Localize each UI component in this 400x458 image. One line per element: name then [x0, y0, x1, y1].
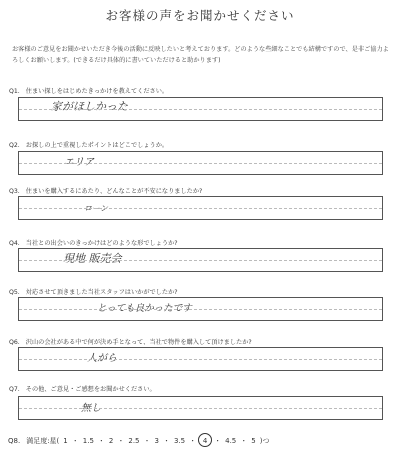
rating-row	[8, 433, 393, 447]
page-title: お客様の声をお聞かせください	[105, 8, 295, 23]
question-number: Q3.	[9, 188, 20, 195]
question-3	[9, 186, 384, 195]
question-text: 対応させて頂きました当社スタッフはいかがでしたか?	[25, 289, 178, 296]
question-1	[9, 86, 384, 95]
rating-suffix: )つ	[259, 437, 270, 445]
answer-box-7[interactable]	[18, 396, 383, 420]
rating-option[interactable]: 2.5	[128, 437, 140, 445]
question-6	[9, 337, 384, 346]
question-7	[9, 384, 384, 393]
answer-box-5[interactable]	[18, 297, 383, 321]
answer-text: 現地 販売会	[63, 252, 122, 265]
question-text: 沢山の会社がある中で何が決め手となって、当社で物件を購入して頂けましたか?	[25, 339, 252, 346]
answer-box-1[interactable]	[18, 97, 383, 121]
answer-text: 無し	[81, 403, 101, 414]
answer-text: エリア	[64, 157, 94, 168]
rating-option[interactable]: 1	[63, 437, 68, 445]
question-text: 当社との出会いのきっかけはどのような形でしょうか?	[25, 240, 178, 247]
rating-option[interactable]: 3.5	[173, 437, 186, 445]
rating-label: 満足度:星(	[26, 437, 60, 445]
question-number: Q2.	[9, 142, 20, 149]
rating-option[interactable]: 5	[251, 437, 256, 445]
question-number: Q5.	[9, 289, 20, 296]
rating-separator: ・	[117, 437, 125, 445]
rating-separator: ・	[143, 437, 151, 445]
rating-option[interactable]: 4.5	[225, 437, 237, 445]
rating-separator: ・	[240, 437, 248, 445]
question-number: Q1.	[9, 88, 20, 95]
answer-box-2[interactable]	[18, 151, 383, 175]
question-5	[9, 287, 384, 296]
rating-separator: ・	[214, 437, 222, 445]
rating-separator: ・	[162, 437, 170, 445]
question-4	[9, 238, 384, 247]
answer-box-4[interactable]	[18, 248, 383, 272]
rating-option[interactable]: 4	[198, 433, 212, 447]
question-number: Q7.	[9, 386, 20, 393]
answer-text: 家がほしかった	[51, 100, 128, 113]
question-number: Q6.	[9, 339, 20, 346]
rating-separator: ・	[97, 437, 105, 445]
question-number: Q4.	[9, 240, 20, 247]
question-text: お探しの上で重視したポイントはどこでしょうか。	[25, 142, 169, 149]
answer-box-3[interactable]	[18, 196, 383, 220]
rating-option[interactable]: 3	[154, 437, 159, 445]
rating-option[interactable]: 2	[108, 437, 114, 445]
question-text: 住まいを購入するにあたり、どんなことが不安になりましたか?	[25, 188, 203, 195]
answer-text: 人がら	[87, 353, 117, 364]
rating-option[interactable]: 1.5	[82, 437, 94, 445]
rating-separator: ・	[189, 437, 197, 445]
question-number: Q8.	[8, 437, 21, 445]
question-text: その他、ご意見・ご感想をお聞かせください。	[25, 386, 156, 393]
answer-box-6[interactable]	[18, 347, 383, 371]
rating-separator: ・	[71, 437, 79, 445]
question-text: 住まい探しをはじめたきっかけを教えてください。	[25, 88, 169, 95]
rating-options	[59, 437, 259, 445]
answer-text: とっても良かったです	[97, 303, 192, 314]
intro-text: お客様のご意見をお聞かせいただき今後の活動に反映したいと考えております。どのような些細なことでも結構ですので、是非ご協力よろしくお願いします。(できるだけ具体的に書いていただけると助かります)	[12, 46, 389, 64]
question-2	[9, 140, 384, 149]
answer-text: ローン	[84, 204, 108, 213]
